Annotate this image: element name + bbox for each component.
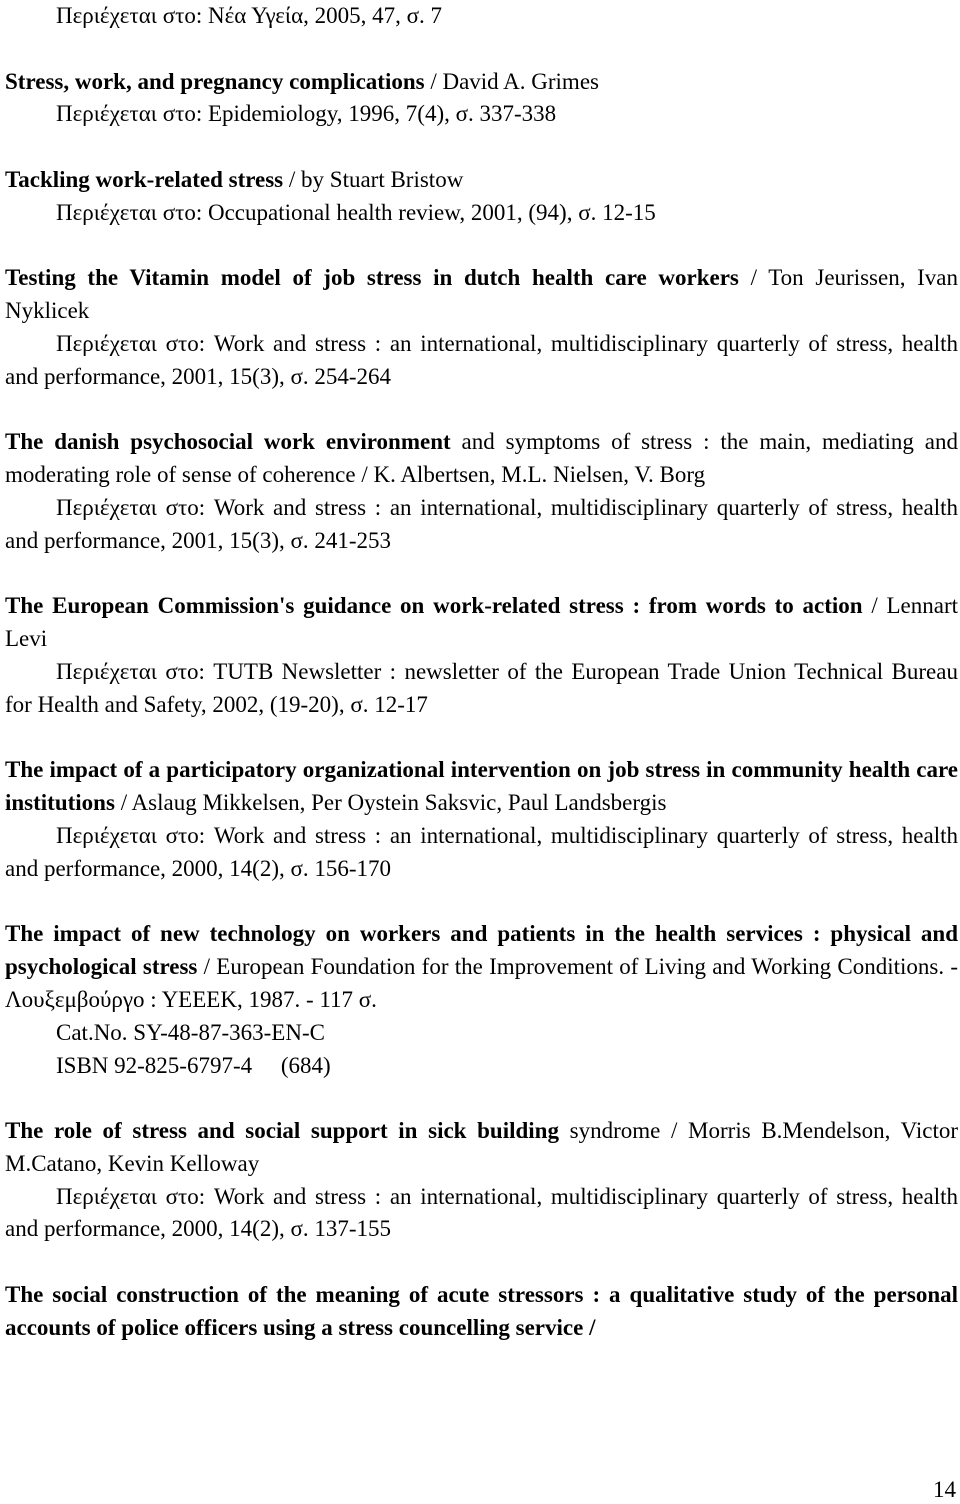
- entry-title: The social construction of the meaning of acute stressors : a qualitative study of the personal accounts of police officers using a stress councelling service /: [5, 1282, 958, 1340]
- catalogue-number: Cat.No. SY-48-87-363-EN-C: [56, 1019, 325, 1045]
- contained-in: TUTB Newsletter : newsletter of the European Trade Union Technical Bureau for Health and Safety, 2002, (19-20), σ. 12-17: [5, 658, 958, 717]
- isbn: ISBN 92-825-6797-4 (684): [56, 1052, 331, 1078]
- entry-authors: / Aslaug Mikkelsen, Per Oystein Saksvic, Paul Landsbergis: [114, 790, 667, 816]
- contained-in: Νέα Υγεία, 2005, 47, σ. 7: [207, 3, 443, 28]
- entry-title: The danish psychosocial work environment: [5, 429, 451, 455]
- entry-title: The impact of a participatory organizational intervention on job stress in community health care institutions: [5, 757, 958, 816]
- entry-authors: / Ton Jeurissen, Ivan Nyklicek: [5, 265, 958, 324]
- contained-line: [5, 197, 958, 230]
- entry-authors: / Lennart Levi: [5, 593, 958, 652]
- bibliography-entry: [5, 918, 958, 1082]
- entry-authors: / by Stuart Bristow: [283, 166, 464, 192]
- entry-title: The role of stress and social support in sick building: [5, 1118, 559, 1144]
- contained-label: Περιέχεται στο:: [56, 658, 214, 684]
- contained-label: Περιέχεται στο:: [56, 199, 208, 225]
- entry-authors: and symptoms of stress : the main, mediating and moderating role of sense of coherence / K. Albertsen, M.L. Nielsen, V. Borg: [5, 429, 959, 488]
- bibliography-entry: [5, 1115, 958, 1246]
- contained-line: [5, 656, 958, 722]
- contained-line: [5, 98, 958, 131]
- bibliography-entry: [5, 0, 958, 33]
- bibliography-entry: [5, 754, 958, 885]
- entry-title: Testing the Vitamin model of job stress in dutch health care workers: [5, 265, 739, 291]
- contained-in: Epidemiology, 1996, 7(4), σ. 337-338: [207, 101, 557, 127]
- contained-in: Work and stress : an international, multidisciplinary quarterly of stress, health and performance, 2001, 15(3), σ. 241-253: [5, 494, 958, 553]
- bibliography-entry: [5, 1279, 958, 1345]
- bibliography-entry: [5, 66, 958, 132]
- contained-label: Περιέχεται στο:: [56, 1183, 214, 1209]
- entry-title: Tackling work-related stress: [5, 166, 284, 192]
- contained-line: [5, 492, 958, 558]
- contained-in: Occupational health review, 2001, (94), σ. 12-15: [207, 199, 656, 225]
- contained-line: [5, 1181, 958, 1247]
- contained-in: Work and stress : an international, multidisciplinary quarterly of stress, health and performance, 2001, 15(3), σ. 254-264: [5, 330, 958, 389]
- contained-label: Περιέχεται στο:: [56, 822, 214, 848]
- entry-authors: / European Foundation for the Improvement of Living and Working Conditions. - Λουξεμβούργο : ΥΕΕΕΚ, 1987. - 117 σ.: [5, 954, 959, 1012]
- page-number: 14: [933, 1477, 956, 1502]
- contained-label: Περιέχεται στο:: [56, 494, 214, 520]
- bibliography-entry: [5, 590, 958, 721]
- bibliography-entry: [5, 164, 958, 230]
- entry-title: The impact of new technology on workers and patients in the health services : physical and psychological stress: [5, 921, 958, 980]
- contained-line: [5, 820, 958, 886]
- contained-line: [5, 328, 958, 394]
- bibliography-entry: [5, 426, 958, 557]
- contained-label: Περιέχεται στο:: [56, 101, 208, 127]
- entry-title: The European Commission's guidance on work-related stress : from words to action: [5, 593, 863, 619]
- bibliography-page: [5, 0, 958, 1345]
- contained-label: Περιέχεται στο:: [56, 3, 208, 28]
- entry-authors: / David A. Grimes: [424, 68, 599, 94]
- entry-title: Stress, work, and pregnancy complications: [5, 68, 425, 94]
- contained-label: Περιέχεται στο:: [56, 330, 214, 356]
- bibliography-entry: [5, 262, 958, 393]
- entry-authors: syndrome / Morris B.Mendelson, Victor M.Catano, Kevin Kelloway: [5, 1118, 959, 1176]
- contained-in: Work and stress : an international, multidisciplinary quarterly of stress, health and performance, 2000, 14(2), σ. 156-170: [5, 822, 958, 881]
- contained-in: Work and stress : an international, multidisciplinary quarterly of stress, health and performance, 2000, 14(2), σ. 137-155: [5, 1183, 958, 1242]
